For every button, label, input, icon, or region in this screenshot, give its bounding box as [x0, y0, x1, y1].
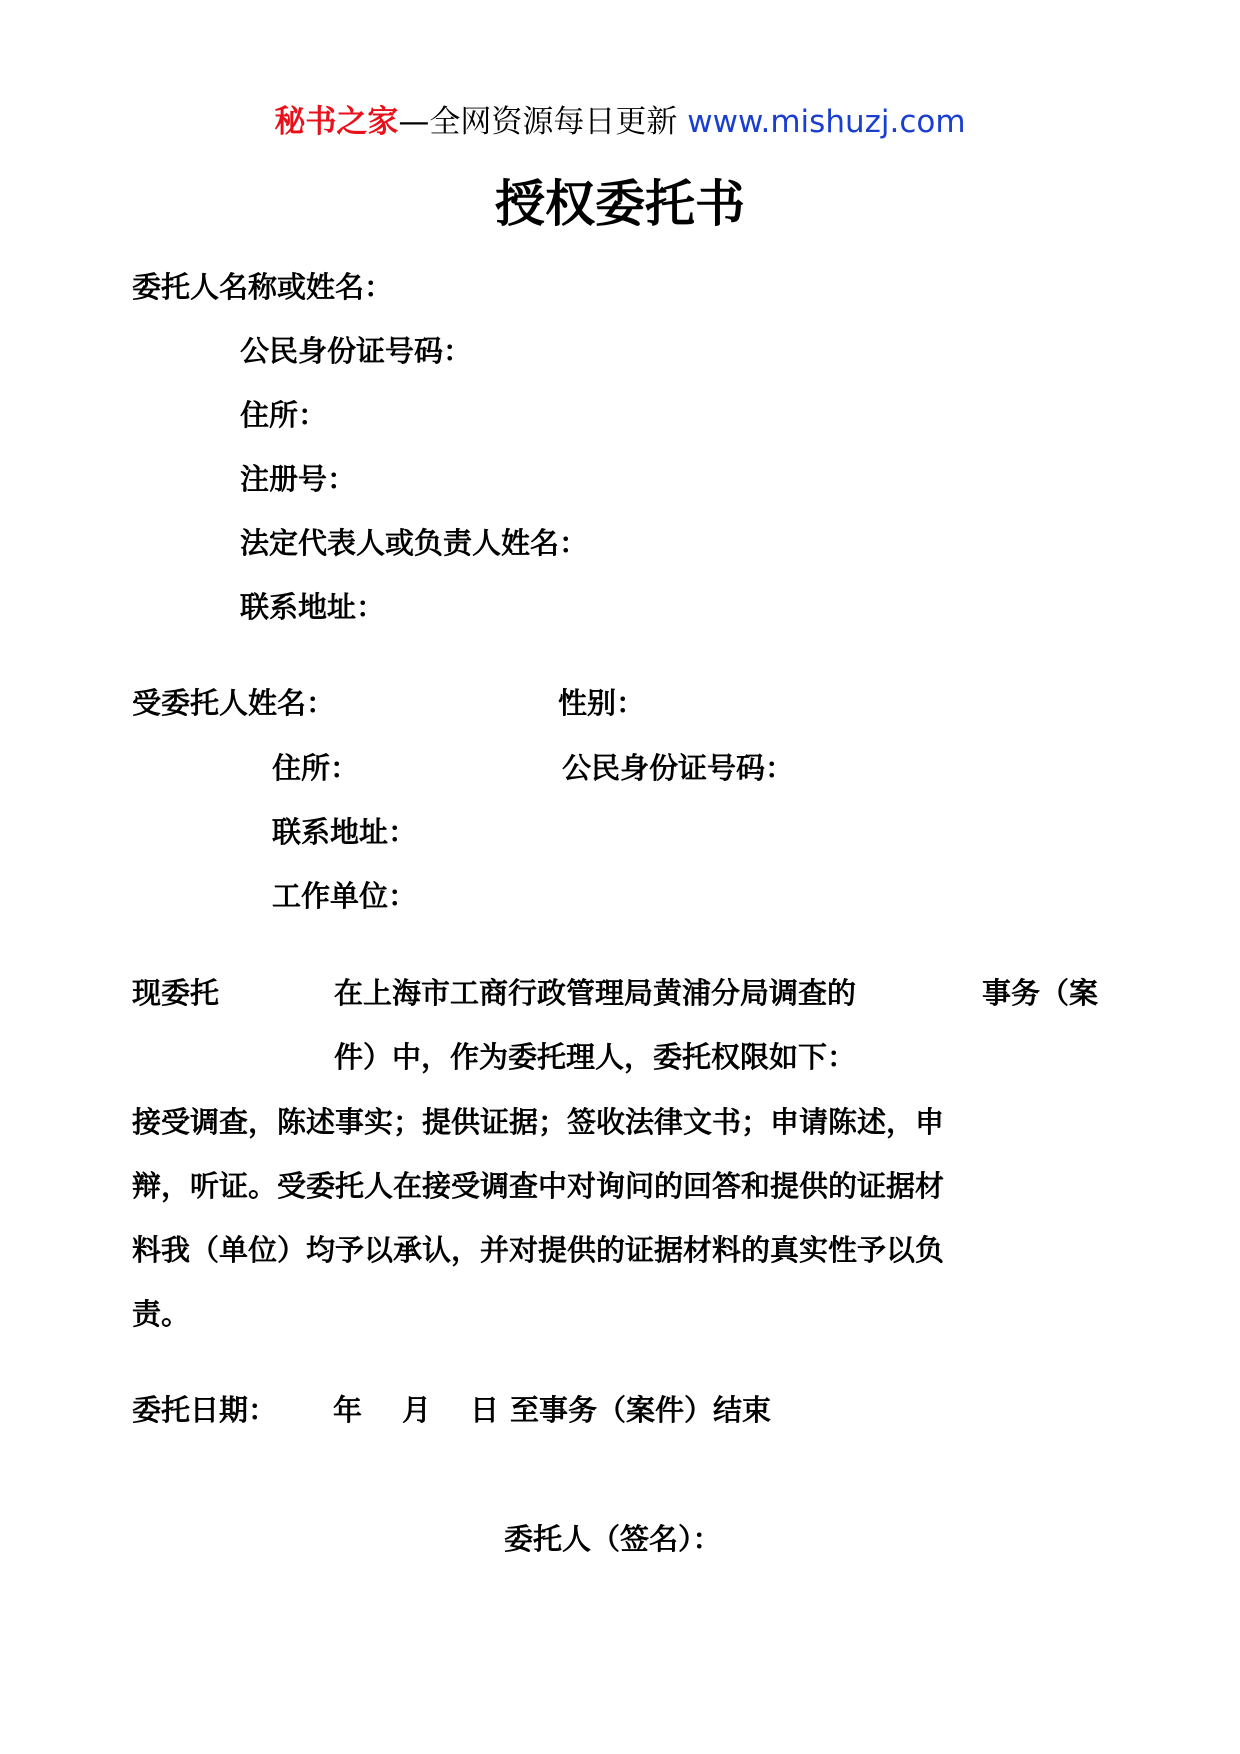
agent-id-label: 公民身份证号码：: [562, 751, 795, 785]
authorization-prefix: 现委托: [132, 976, 220, 1010]
agent-gender-label: 性别：: [558, 686, 646, 720]
date-year: 年: [333, 1393, 363, 1427]
date-day: 日: [470, 1393, 500, 1427]
agent-name-label: 受委托人姓名：: [132, 686, 336, 720]
signature-label: 委托人（签名）：: [504, 1522, 722, 1556]
agent-address-label: 住所：: [272, 751, 360, 785]
date-until: 至事务（案件）结束: [510, 1393, 772, 1427]
authorization-suffix: 事务（案: [982, 976, 1099, 1010]
scope-line-3: 料我（单位）均予以承认，并对提供的证据材料的真实性予以负: [132, 1233, 945, 1267]
authorization-line2: 件）中，作为委托理人，委托权限如下：: [334, 1040, 857, 1074]
principal-address-label: 住所：: [240, 398, 328, 432]
scope-line-2: 辩，听证。受委托人在接受调查中对询问的回答和提供的证据材: [132, 1169, 945, 1203]
agent-contact-label: 联系地址：: [272, 815, 418, 849]
date-month: 月: [402, 1393, 432, 1427]
site-header: [0, 100, 1240, 144]
scope-line-4: 责。: [132, 1297, 191, 1331]
slogan: —全网资源每日更新: [398, 104, 678, 140]
principal-reg-label: 注册号：: [240, 462, 357, 496]
principal-legal-rep-label: 法定代表人或负责人姓名：: [240, 526, 589, 560]
authorization-middle: 在上海市工商行政管理局黄浦分局调查的: [334, 976, 857, 1010]
date-label: 委托日期：: [132, 1393, 278, 1427]
agent-workplace-label: 工作单位：: [272, 879, 418, 913]
document-title: 授权委托书: [495, 175, 745, 233]
principal-id-label: 公民身份证号码：: [240, 334, 473, 368]
site-url[interactable]: www.mishuzj.com: [687, 104, 966, 140]
principal-contact-label: 联系地址：: [240, 590, 386, 624]
principal-name-label: 委托人名称或姓名：: [132, 270, 394, 304]
scope-line-1: 接受调查，陈述事实；提供证据；签收法律文书；申请陈述，申: [132, 1105, 945, 1139]
brand-name: 秘书之家: [274, 104, 399, 140]
